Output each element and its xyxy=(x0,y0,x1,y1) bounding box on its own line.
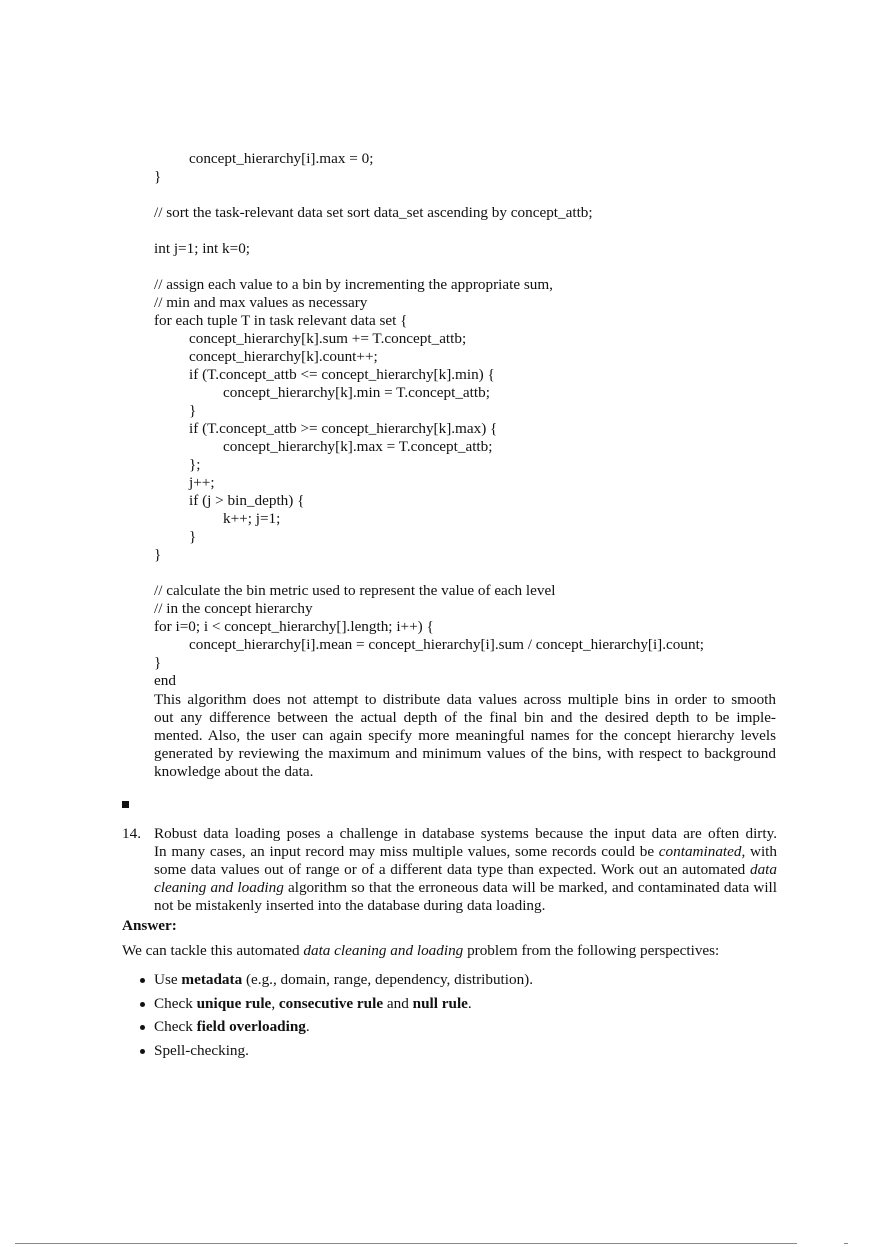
code-line: int j=1; int k=0; xyxy=(154,240,251,257)
code-line: // sort the task-relevant data set sort data_set ascending by concept_attb; xyxy=(154,204,593,221)
code-line: j++; xyxy=(189,474,215,491)
bullet-item xyxy=(138,971,533,995)
question-14-text xyxy=(122,825,777,915)
question-number: 14. xyxy=(122,825,141,842)
code-line xyxy=(154,564,854,582)
italic-term: data xyxy=(749,861,777,878)
paragraph-line: out any difference between the actual depth of the final bin and the desired depth to be imple- xyxy=(154,709,776,726)
text-run: algorithm so that the erroneous data will be marked, and contaminated data will xyxy=(283,879,777,896)
footer-rule xyxy=(15,1243,797,1244)
end-of-proof-square-icon xyxy=(122,801,129,808)
code-line xyxy=(154,186,854,204)
paragraph-line: knowledge about the data. xyxy=(154,763,314,780)
answer-bullet-list xyxy=(138,971,533,1065)
question-line xyxy=(154,843,777,861)
paragraph-line: This algorithm does not attempt to distribute data values across multiple bins in order to smooth xyxy=(154,691,776,708)
code-line: // min and max values as necessary xyxy=(154,294,368,311)
text-run: In many cases, an input record may miss multiple values, some records could be xyxy=(154,843,659,860)
question-line xyxy=(154,825,777,843)
code-line: // calculate the bin metric used to represent the value of each level xyxy=(154,582,556,599)
answer-label: Answer: xyxy=(122,917,177,934)
bold-term: field overloading xyxy=(196,1018,306,1035)
code-line xyxy=(154,258,854,276)
text-run: Use xyxy=(154,971,182,988)
code-line: }; xyxy=(189,456,201,473)
text-run: Robust data loading poses a challenge in database systems because the input data are often dirty. xyxy=(154,825,777,842)
text-run: Spell-checking. xyxy=(154,1041,249,1059)
text-run: not be mistakenly inserted into the database during data loading. xyxy=(154,897,546,914)
text-run: , xyxy=(271,994,279,1012)
question-line xyxy=(154,897,777,915)
text-run: and xyxy=(383,994,413,1012)
bullet-item xyxy=(138,995,533,1019)
bold-term: metadata xyxy=(181,971,243,988)
text-run: problem from the following perspectives: xyxy=(463,942,720,959)
paragraph-line: mented. Also, the user can again specify more meaningful names for the concept hierarchy levels xyxy=(154,727,776,744)
code-line: concept_hierarchy[k].count++; xyxy=(189,348,378,365)
question-line xyxy=(154,879,777,897)
text-run: some data values out of range or of a different data type than expected. Work out an automated xyxy=(154,861,750,878)
algorithm-explanation-paragraph xyxy=(154,691,776,781)
paragraph-line: generated by reviewing the maximum and minimum values of the bins, with respect to background xyxy=(154,745,776,762)
text-run: We can tackle this automated xyxy=(122,942,304,959)
bold-term: consecutive rule xyxy=(278,994,384,1012)
text-run: . xyxy=(305,1018,310,1035)
bullet-icon xyxy=(140,1025,145,1030)
question-line xyxy=(154,861,777,879)
code-line: end xyxy=(154,672,176,689)
bold-term: unique rule xyxy=(196,994,272,1012)
bullet-item xyxy=(138,1018,533,1042)
code-line: if (j > bin_depth) { xyxy=(189,492,305,509)
code-line: if (T.concept_attb >= concept_hierarchy[k].max) { xyxy=(189,420,498,437)
code-line xyxy=(154,222,854,240)
italic-term: contaminated xyxy=(658,843,742,860)
code-line: concept_hierarchy[i].max = 0; xyxy=(189,150,374,167)
code-line: concept_hierarchy[i].mean = concept_hierarchy[i].sum / concept_hierarchy[i].count; xyxy=(189,636,705,653)
code-line: concept_hierarchy[k].max = T.concept_attb; xyxy=(223,438,493,455)
code-line: } xyxy=(154,546,162,563)
code-line: for each tuple T in task relevant data set { xyxy=(154,312,408,329)
pseudocode-block xyxy=(154,150,854,690)
text-run: , with xyxy=(741,843,777,860)
bullet-icon xyxy=(140,1002,145,1007)
text-run: Check xyxy=(154,994,197,1012)
code-line: if (T.concept_attb <= concept_hierarchy[k].min) { xyxy=(189,366,495,383)
answer-intro xyxy=(122,942,719,960)
code-line: } xyxy=(154,168,162,185)
code-line: } xyxy=(154,654,162,671)
code-line: // assign each value to a bin by incrementing the appropriate sum, xyxy=(154,276,553,293)
text-run: . xyxy=(467,994,472,1012)
code-line: // in the concept hierarchy xyxy=(154,600,313,617)
code-line: concept_hierarchy[k].sum += T.concept_attb; xyxy=(189,330,467,347)
text-run: Check xyxy=(154,1018,197,1035)
code-line: concept_hierarchy[k].min = T.concept_attb; xyxy=(223,384,490,401)
footer-mark xyxy=(844,1243,848,1244)
code-line: } xyxy=(189,528,197,545)
italic-term: data cleaning and loading xyxy=(303,942,464,959)
text-run: (e.g., domain, range, dependency, distribution). xyxy=(242,971,534,988)
bullet-item xyxy=(138,1042,533,1066)
bold-term: null rule xyxy=(412,994,468,1012)
code-line: k++; j=1; xyxy=(223,510,281,527)
bullet-icon xyxy=(140,978,145,983)
code-line: for i=0; i < concept_hierarchy[].length; i++) { xyxy=(154,618,434,635)
bullet-icon xyxy=(140,1049,145,1054)
italic-term: cleaning and loading xyxy=(154,879,284,896)
code-line: } xyxy=(189,402,197,419)
